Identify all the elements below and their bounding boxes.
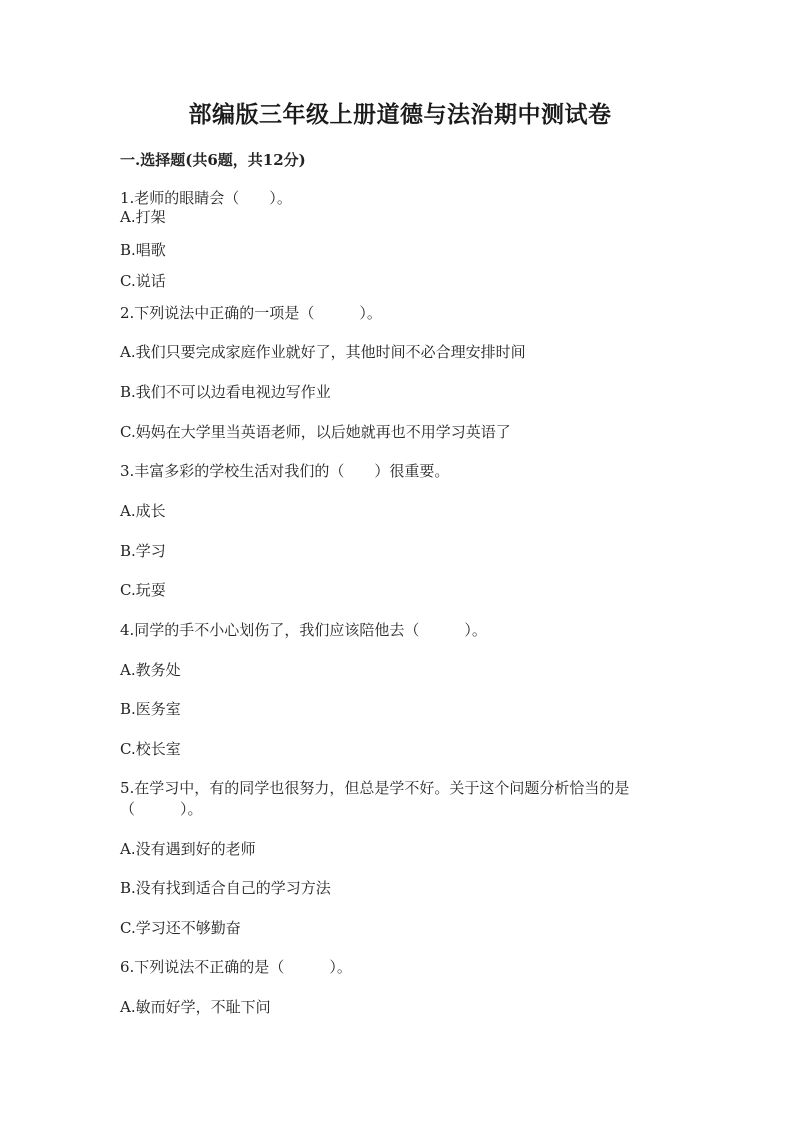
question-6-option-a: A.敏而好学，不耻下问 <box>120 998 271 1016</box>
question-5-stem-continued: （ ）。 <box>120 800 203 818</box>
question-1-option-b: B.唱歌 <box>120 241 166 259</box>
question-5-option-c: C.学习还不够勤奋 <box>120 919 241 937</box>
question-4-option-c: C.校长室 <box>120 740 181 758</box>
section-heading: 一.选择题(共6题，共12分) <box>120 151 306 169</box>
question-2-option-b: B.我们不可以边看电视边写作业 <box>120 383 331 401</box>
question-4-option-b: B.医务室 <box>120 700 181 718</box>
question-1-stem: 1.老师的眼睛会（ ）。 <box>120 189 292 207</box>
question-3-option-c: C.玩耍 <box>120 581 166 599</box>
question-2-option-c: C.妈妈在大学里当英语老师，以后她就再也不用学习英语了 <box>120 423 511 441</box>
question-5-option-a: A.没有遇到好的老师 <box>120 840 256 858</box>
question-4-stem: 4.同学的手不小心划伤了，我们应该陪他去（ ）。 <box>120 621 487 639</box>
question-2-stem: 2.下列说法中正确的一项是（ ）。 <box>120 304 382 322</box>
question-5-stem: 5.在学习中，有的同学也很努力，但总是学不好。关于这个问题分析恰当的是 <box>120 779 630 797</box>
question-3-stem: 3.丰富多彩的学校生活对我们的（ ）很重要。 <box>120 462 450 480</box>
page-title: 部编版三年级上册道德与法治期中测试卷 <box>188 101 612 128</box>
question-6-stem: 6.下列说法不正确的是（ ）。 <box>120 958 352 976</box>
question-4-option-a: A.教务处 <box>120 661 181 679</box>
question-3-option-b: B.学习 <box>120 542 166 560</box>
question-1-option-a: A.打架 <box>120 208 166 226</box>
question-2-option-a: A.我们只要完成家庭作业就好了，其他时间不必合理安排时间 <box>120 343 526 361</box>
question-3-option-a: A.成长 <box>120 502 166 520</box>
question-1-option-c: C.说话 <box>120 272 166 290</box>
question-5-option-b: B.没有找到适合自己的学习方法 <box>120 879 331 897</box>
